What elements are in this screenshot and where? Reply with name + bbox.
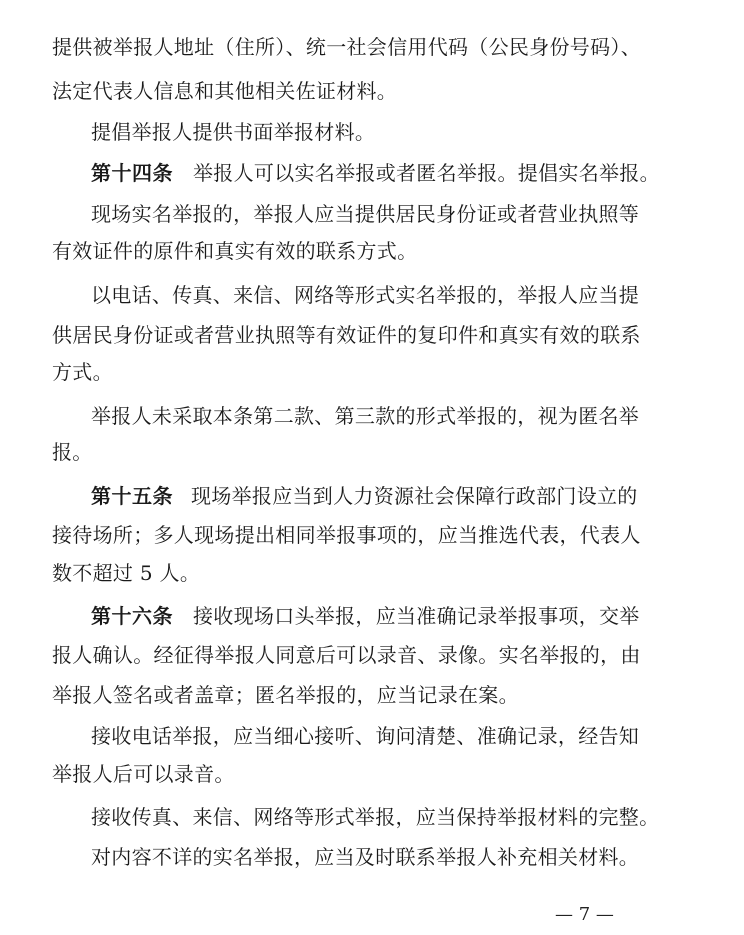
article-heading: 第十五条 xyxy=(91,484,173,508)
text-line: 有效证件的原件和真实有效的联系方式。 xyxy=(52,239,418,263)
page-number: — 7 — xyxy=(555,904,614,925)
text-line: 方式。 xyxy=(52,360,113,384)
article-text: 现场举报应当到人力资源社会保障行政部门设立的 xyxy=(191,484,638,508)
article-line xyxy=(91,603,744,629)
text-line: 报人确认。经征得举报人同意后可以录音、录像。实名举报的，由 xyxy=(52,643,641,667)
text-line: 接收电话举报，应当细心接听、询问清楚、准确记录，经告知 xyxy=(91,724,640,748)
article-line xyxy=(91,160,744,186)
text-line: 举报人签名或者盖章；匿名举报的，应当记录在案。 xyxy=(52,683,519,707)
text-line: 数不超过 5 人。 xyxy=(52,561,201,585)
text-line: 提倡举报人提供书面举报材料。 xyxy=(91,120,376,144)
text-line: 举报人未采取本条第二款、第三款的形式举报的，视为匿名举 xyxy=(91,404,640,428)
text-line: 以电话、传真、来信、网络等形式实名举报的，举报人应当提 xyxy=(91,283,640,307)
article-text: 接收现场口头举报，应当准确记录举报事项，交举 xyxy=(193,604,640,628)
article-heading: 第十四条 xyxy=(91,161,173,185)
text-line: 接收传真、来信、网络等形式举报，应当保持举报材料的完整。 xyxy=(91,805,660,829)
text-line: 供居民身份证或者营业执照等有效证件的复印件和真实有效的联系 xyxy=(52,323,641,347)
text-line: 法定代表人信息和其他相关佐证材料。 xyxy=(52,79,398,103)
text-line: 现场实名举报的，举报人应当提供居民身份证或者营业执照等 xyxy=(91,202,640,226)
article-line xyxy=(91,483,744,509)
text-line: 对内容不详的实名举报，应当及时联系举报人补充相关材料。 xyxy=(91,845,640,869)
article-heading: 第十六条 xyxy=(91,604,173,628)
text-line: 接待场所；多人现场提出相同举报事项的，应当推选代表，代表人 xyxy=(52,523,641,547)
article-text: 举报人可以实名举报或者匿名举报。提倡实名举报。 xyxy=(193,161,660,185)
text-line: 提供被举报人地址（住所）、统一社会信用代码（公民身份号码）、 xyxy=(52,35,641,59)
text-line: 举报人后可以录音。 xyxy=(52,762,235,786)
text-line: 报。 xyxy=(52,440,93,464)
